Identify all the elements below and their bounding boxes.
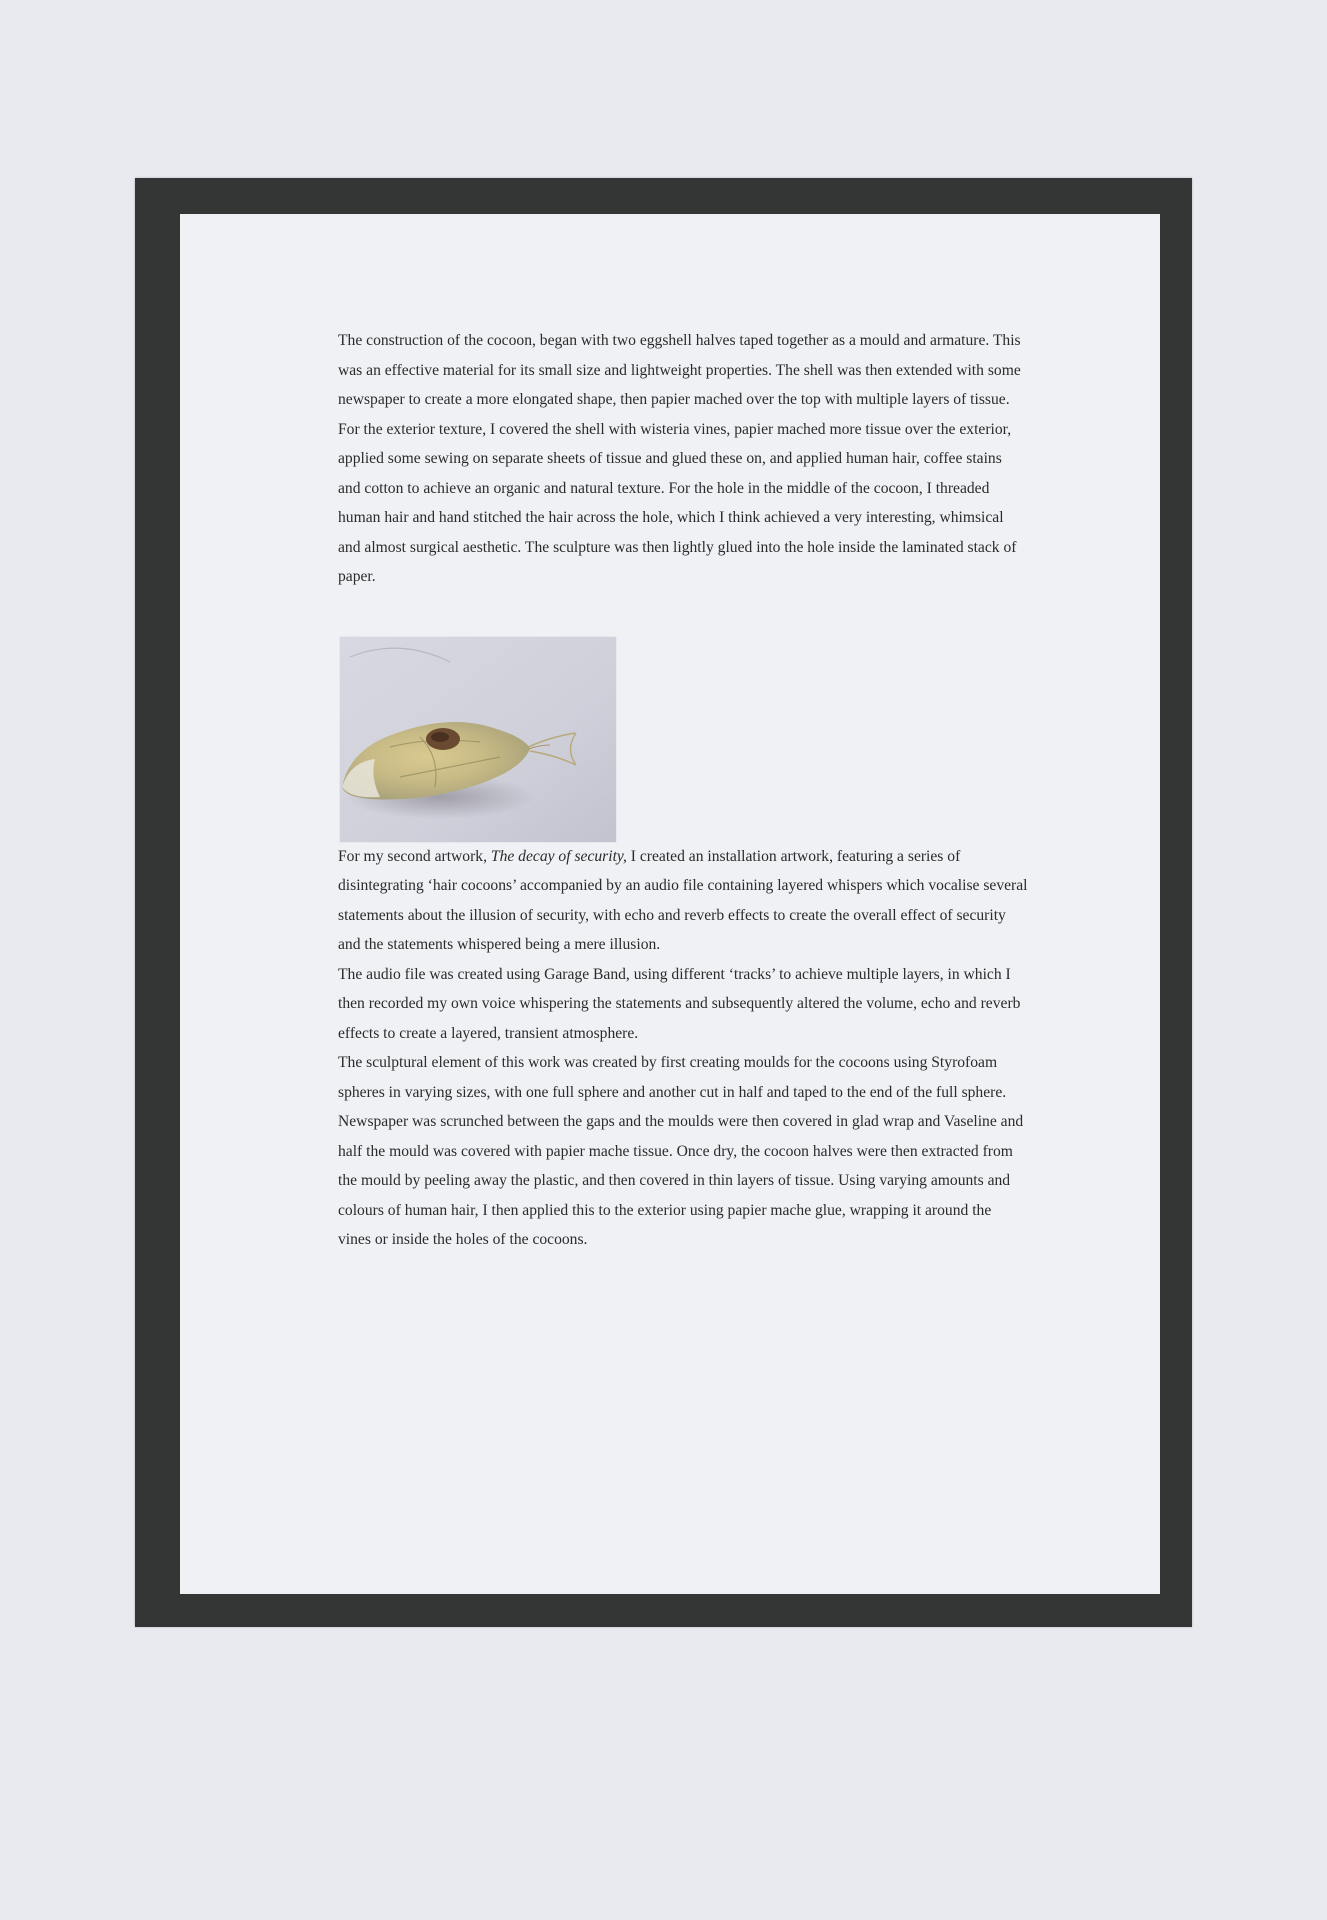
paragraph-second-artwork-intro: For my second artwork, (338, 847, 491, 865)
paragraph-second-artwork (338, 842, 1028, 960)
artwork-title: The decay of security, (490, 847, 627, 865)
cocoon-sculpture-photo (340, 637, 616, 842)
paragraph-audio-file: The audio file was created using Garage Band, using different ‘tracks’ to achieve multiple layers, in which I then recorded my own voice whispering the statements and subsequently altered the volume, echo and reverb effects to create a layered, transient atmosphere. (338, 965, 1021, 1042)
paragraph-second-artwork-body: I created an installation artwork, featuring a series of disintegrating ‘hair cocoons’ accompanied by an audio file containing layered whispers which vocalise several statements about the illusion of security, with echo and reverb effects to create the overall effect of security and the statements whispered being a mere illusion. (338, 847, 1028, 953)
document-body (338, 326, 1028, 1255)
paragraph-sculptural-element: The sculptural element of this work was created by first creating moulds for the cocoons using Styrofoam spheres in varying sizes, with one full sphere and another cut in half and taped to the end of the full sphere. Newspaper was scrunched between the gaps and the moulds were then covered in glad wrap and Vaseline and half the mould was covered with papier mache tissue. Once dry, the cocoon halves were then extracted from the mould by peeling away the plastic, and then covered in thin layers of tissue. Using varying amounts and colours of human hair, I then applied this to the exterior using papier mache glue, wrapping it around the vines or inside the holes of the cocoons. (338, 1054, 1024, 1248)
paragraph-cocoon-construction: The construction of the cocoon, began with two eggshell halves taped together as a mould and armature. This was an effective material for its small size and lightweight properties. The shell was then extended with some newspaper to create a more elongated shape, then papier mached over the top with multiple layers of tissue. For the exterior texture, I covered the shell with wisteria vines, papier mached more tissue over the exterior, applied some sewing on separate sheets of tissue and glued these on, and applied human hair, coffee stains and cotton to achieve an organic and natural texture. For the hole in the middle of the cocoon, I threaded human hair and hand stitched the hair across the hole, which I think achieved a very interesting, whimsical and almost surgical aesthetic. The sculpture was then lightly glued into the hole inside the laminated stack of paper. (338, 332, 1021, 585)
